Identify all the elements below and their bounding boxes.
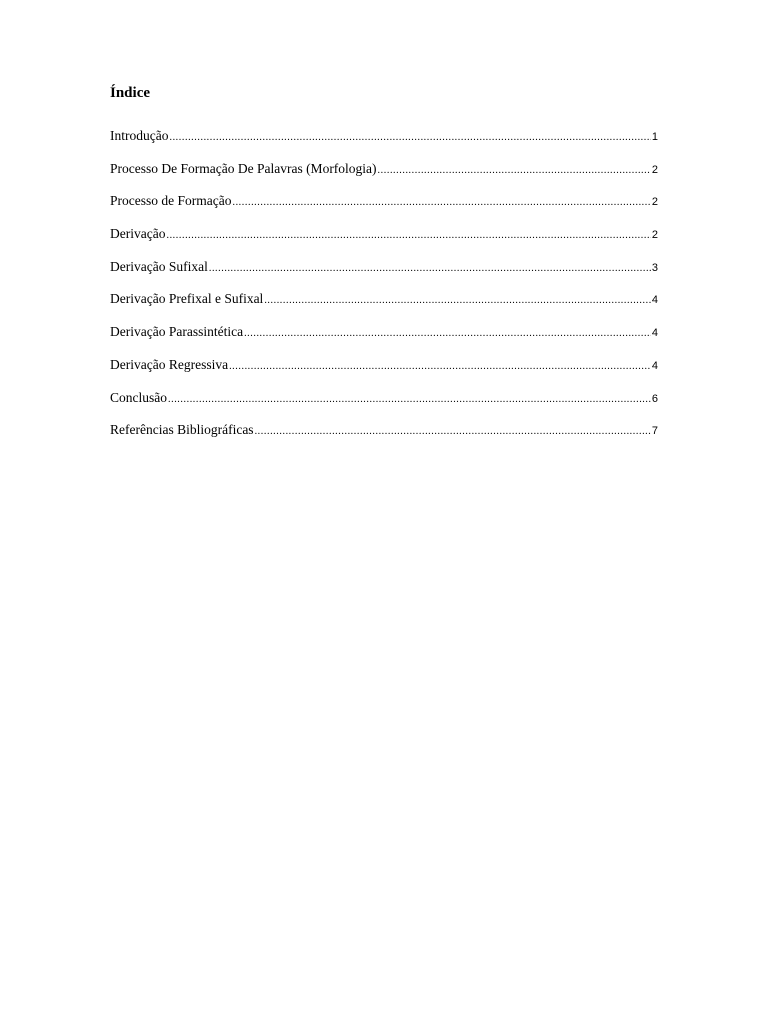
toc-entry-label: Referências Bibliográficas <box>110 422 254 438</box>
toc-entry-derivacao-sufixal[interactable] <box>110 259 658 292</box>
toc-entry-label: Derivação <box>110 226 166 242</box>
toc-dot-leader <box>169 132 650 143</box>
toc-list <box>110 128 658 455</box>
toc-entry-page-number: 2 <box>651 163 658 176</box>
toc-entry-label: Processo de Formação <box>110 193 232 209</box>
toc-entry-label: Introdução <box>110 128 169 143</box>
toc-entry-derivacao-prefixal-sufixal[interactable] <box>110 291 658 324</box>
toc-dot-leader <box>232 197 650 208</box>
toc-entry-page-number: 6 <box>651 392 658 405</box>
toc-entry-page-number: 4 <box>651 359 658 372</box>
toc-entry-page-number: 2 <box>651 229 658 242</box>
toc-dot-leader <box>244 328 651 339</box>
toc-entry-introducao[interactable] <box>110 128 658 161</box>
toc-entry-referencias-bibliograficas[interactable] <box>110 422 658 455</box>
toc-entry-page-number: 4 <box>651 327 658 340</box>
toc-entry-page-number: 1 <box>651 131 658 143</box>
toc-dot-leader <box>264 295 651 306</box>
toc-entry-page-number: 4 <box>651 294 658 307</box>
toc-entry-conclusao[interactable] <box>110 390 658 423</box>
toc-entry-processo-de-formacao[interactable] <box>110 193 658 226</box>
toc-entry-derivacao-regressiva[interactable] <box>110 357 658 390</box>
toc-entry-label: Derivação Regressiva <box>110 356 229 372</box>
toc-entry-page-number: 3 <box>651 261 658 274</box>
toc-entry-derivacao[interactable] <box>110 226 658 259</box>
toc-entry-page-number: 7 <box>651 425 658 438</box>
toc-entry-page-number: 2 <box>651 196 658 209</box>
toc-entry-label: Derivação Prefixal e Sufixal <box>110 291 264 307</box>
toc-entry-derivacao-parassintetica[interactable] <box>110 324 658 357</box>
toc-dot-leader <box>166 230 650 241</box>
toc-dot-leader <box>168 394 651 405</box>
toc-entry-label: Processo De Formação De Palavras (Morfologia) <box>110 160 377 176</box>
toc-entry-label: Derivação Sufixal <box>110 258 208 274</box>
toc-dot-leader <box>255 426 651 437</box>
toc-dot-leader <box>209 263 651 274</box>
toc-entry-label: Conclusão <box>110 389 167 405</box>
toc-entry-label: Derivação Parassintética <box>110 324 244 340</box>
toc-dot-leader <box>229 361 651 372</box>
toc-entry-processo-formacao-palavras[interactable] <box>110 161 658 194</box>
toc-title: Índice <box>110 85 151 101</box>
toc-dot-leader <box>378 165 651 176</box>
